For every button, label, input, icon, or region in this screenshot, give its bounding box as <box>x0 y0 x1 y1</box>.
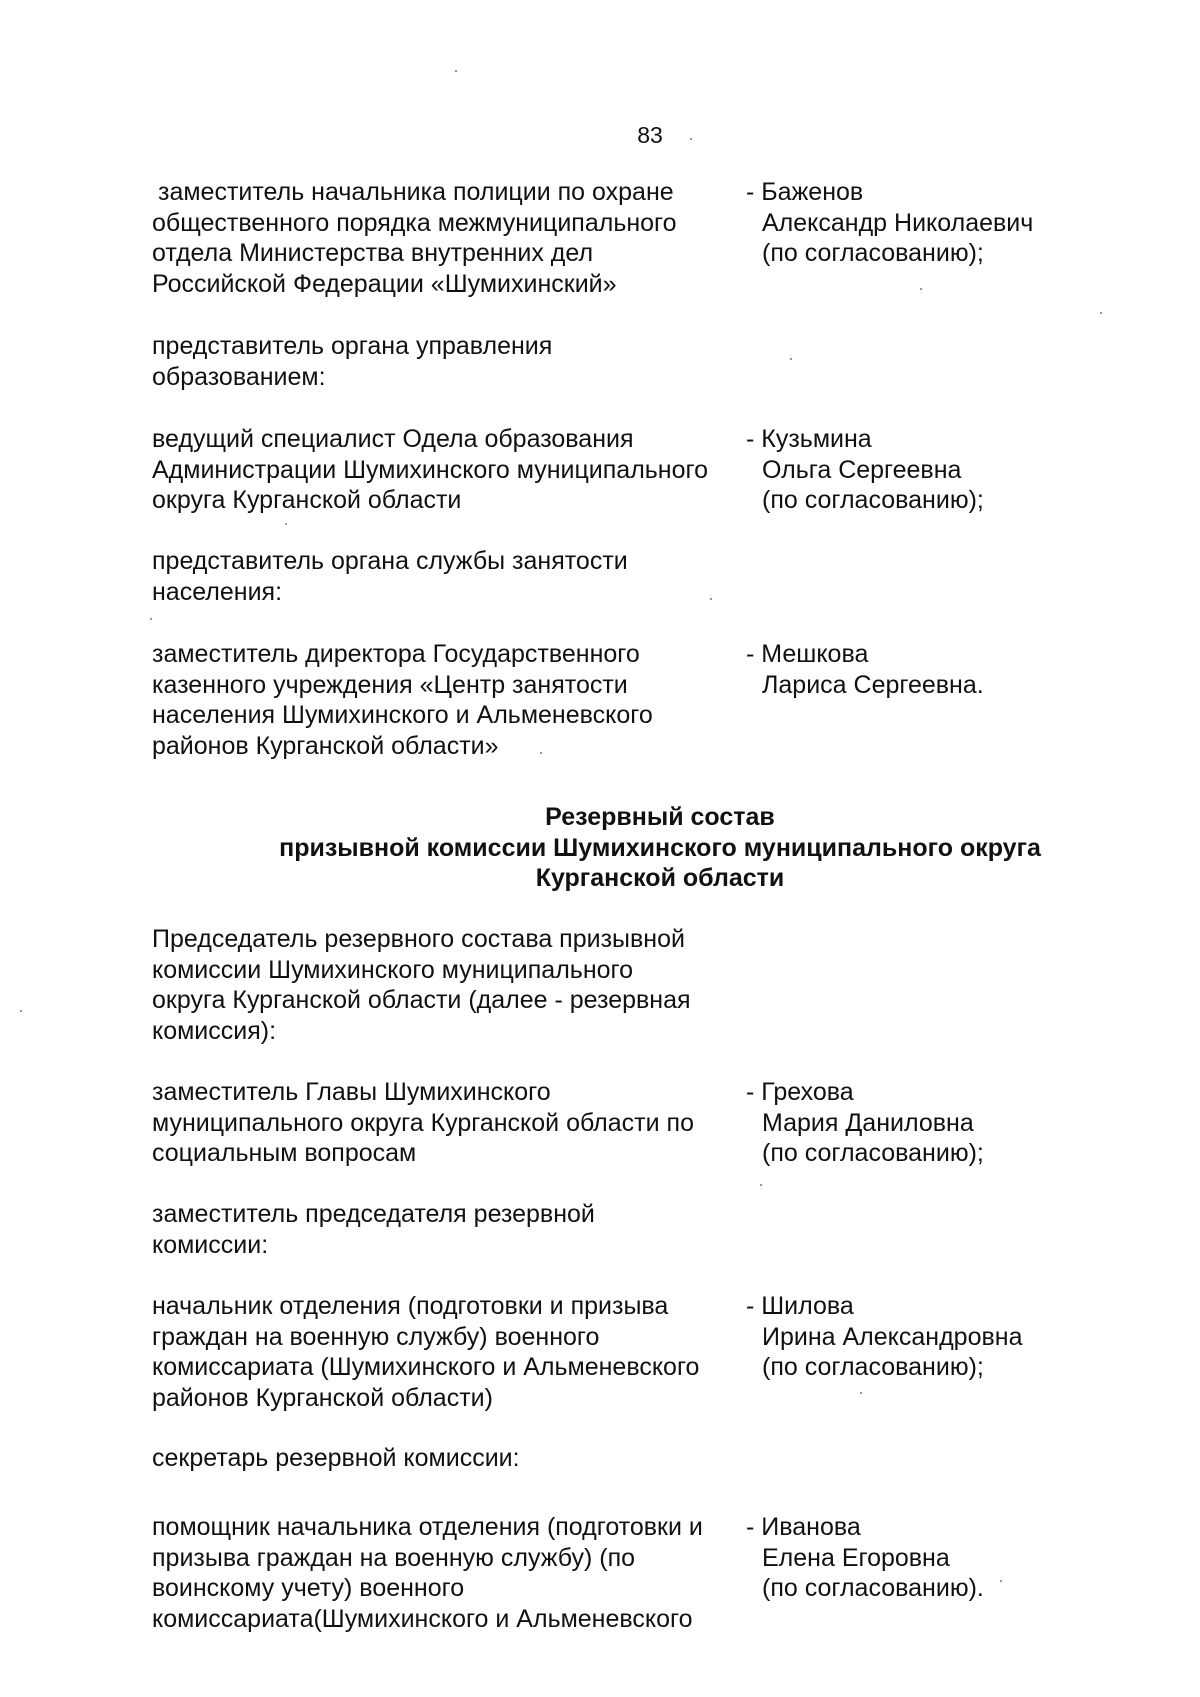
text-line: отдела Министерства внутренних дел <box>152 239 594 268</box>
member-grekhova <box>746 1077 984 1169</box>
text-line: граждан на военную службу) военного <box>152 1322 600 1351</box>
member-shilova <box>746 1291 1022 1383</box>
position-deputy-head <box>152 1077 694 1169</box>
member-surname: - Кузьмина <box>746 425 872 453</box>
member-given-names: Александр Николаевич <box>762 208 1034 237</box>
text-line: воинскому учету) военного <box>152 1574 465 1603</box>
scan-speck <box>150 618 152 620</box>
member-note: (по согласованию); <box>762 1353 984 1382</box>
text-line: социальным вопросам <box>152 1139 417 1168</box>
text-line: округа Курганской области (далее - резервная <box>152 986 691 1015</box>
text-line: Администрации Шумихинского муниципального <box>152 455 708 484</box>
text-line: Российской Федерации «Шумихинский» <box>152 270 617 299</box>
member-surname: - Мешкова <box>746 640 869 668</box>
scan-speck <box>920 288 922 290</box>
scan-speck <box>285 523 287 525</box>
text-line: муниципального округа Курганской области по <box>152 1108 694 1137</box>
member-surname: - Шилова <box>746 1292 854 1320</box>
heading-line: Резервный состав <box>545 803 775 831</box>
member-given-names: Лариса Сергеевна. <box>762 670 984 699</box>
scan-speck <box>860 1392 862 1394</box>
page-number: 83 <box>637 122 663 148</box>
scan-speck <box>20 1010 22 1012</box>
role-reserve-chairman <box>152 924 691 1047</box>
position-police-deputy <box>152 177 677 300</box>
text-line: комиссариата (Шумихинского и Альменевского <box>152 1353 700 1382</box>
text-line: комиссии Шумихинского муниципального <box>152 955 634 984</box>
scan-speck <box>690 138 692 140</box>
text-line: помощник начальника отделения (подготовки и <box>152 1513 703 1541</box>
text-line: населения: <box>152 577 283 606</box>
position-department-head <box>152 1291 699 1414</box>
scan-speck <box>1100 312 1102 314</box>
text-line: комиссии: <box>152 1230 269 1259</box>
text-line: заместитель начальника полиции по охране <box>158 178 674 206</box>
text-line: районов Курганской области» <box>152 732 499 761</box>
member-kuzmina <box>746 424 984 516</box>
member-note: (по согласованию). <box>762 1574 984 1603</box>
member-surname: - Баженов <box>746 178 864 206</box>
text-line: представитель органа управления <box>152 332 553 360</box>
text-line: казенного учреждения «Центр занятости <box>152 670 628 699</box>
member-bazhenov <box>746 177 1033 269</box>
text-line: заместитель Главы Шумихинского <box>152 1078 551 1106</box>
scan-speck <box>760 1184 762 1186</box>
member-given-names: Мария Даниловна <box>762 1108 974 1137</box>
scan-speck <box>710 598 712 600</box>
text-line: начальник отделения (подготовки и призыва <box>152 1292 669 1320</box>
section-heading <box>200 802 1120 894</box>
text-line: общественного порядка межмуниципального <box>152 208 677 237</box>
scan-speck <box>790 358 792 360</box>
position-education-specialist <box>152 424 708 516</box>
member-note: (по согласованию); <box>762 486 984 515</box>
role-education-representative <box>152 331 552 392</box>
heading-line: призывной комиссии Шумихинского муниципального округа <box>279 833 1041 862</box>
position-assistant <box>152 1512 703 1635</box>
text-line: Председатель резервного состава призывной <box>152 925 685 953</box>
role-reserve-secretary <box>152 1443 520 1474</box>
text-line: призыва граждан на военную службу) (по <box>152 1543 636 1572</box>
text-line: ведущий специалист Одела образования <box>152 425 634 453</box>
member-ivanova <box>746 1512 984 1604</box>
scan-speck <box>1000 1580 1002 1582</box>
member-meshkova <box>746 639 984 700</box>
member-given-names: Елена Егоровна <box>762 1543 950 1572</box>
heading-line: Курганской области <box>535 864 785 893</box>
member-given-names: Ольга Сергеевна <box>762 455 962 484</box>
member-surname: - Грехова <box>746 1078 854 1106</box>
text-line: заместитель председателя резервной <box>152 1200 595 1228</box>
text-line: комиссариата(Шумихинского и Альменевского <box>152 1605 693 1634</box>
role-employment-representative <box>152 546 628 607</box>
member-note: (по согласованию); <box>762 1139 984 1168</box>
scan-speck <box>455 70 457 72</box>
member-note: (по согласованию); <box>762 239 984 268</box>
member-given-names: Ирина Александровна <box>762 1322 1023 1351</box>
text-line: секретарь резервной комиссии: <box>152 1444 520 1472</box>
position-employment-deputy <box>152 639 653 762</box>
text-line: заместитель директора Государственного <box>152 640 640 668</box>
scan-speck <box>540 752 542 754</box>
text-line: образованием: <box>152 362 326 391</box>
role-reserve-deputy-chairman <box>152 1199 595 1260</box>
member-surname: - Иванова <box>746 1513 861 1541</box>
text-line: населения Шумихинского и Альменевского <box>152 701 653 730</box>
text-line: округа Курганской области <box>152 486 462 515</box>
text-line: представитель органа службы занятости <box>152 547 628 575</box>
text-line: районов Курганской области) <box>152 1384 493 1413</box>
text-line: комиссия): <box>152 1017 277 1046</box>
